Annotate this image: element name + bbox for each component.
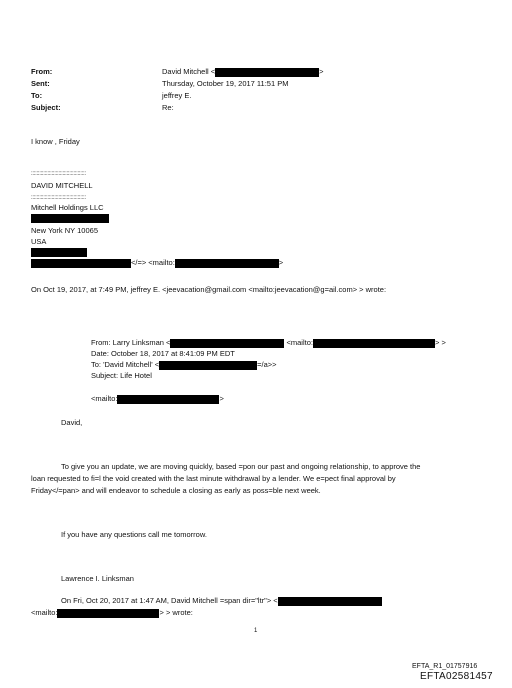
redaction-block [117,395,219,404]
fwd-from-prefix: From: Larry Linksman < [91,338,171,347]
to-value: jeffrey E. [162,91,192,100]
fwd-date-line: Date: October 18, 2017 at 8:41:09 PM EDT [91,349,235,358]
subject-value: Re: [162,103,174,112]
fwd-paragraph-line2: loan requested to fi=l the void created with the last minute withdrawal by a lender. We e=pect final approval by [31,474,396,483]
fwd-mailto-prefix: <mailto: [91,394,118,403]
fwd-to-prefix: To: 'David Mitchell' < [91,360,160,369]
signature-country: USA [31,237,47,246]
signature-redaction-line1 [31,247,87,257]
redaction-block [215,68,319,77]
redaction-block [31,259,131,268]
footer-bates-r1: EFTA_R1_01757916 [412,663,478,670]
redaction-block [278,597,382,606]
fwd-paragraph-2: If you have any questions call me tomorrow. [61,530,207,539]
sent-value: Thursday, October 19, 2017 11:51 PM [162,79,289,88]
redaction-block [31,214,109,223]
reply-text: I know , Friday [31,137,80,146]
fwd-mailto2-line [31,608,193,618]
fwd-mailto2-prefix: <mailto: [31,608,58,617]
redaction-block [175,259,279,268]
fwd-signoff: Lawrence I. Linksman [61,574,134,583]
signature-name: DAVID MITCHELL [31,181,93,190]
from-value [162,67,324,77]
to-label: To: [31,91,43,100]
subject-label: Subject: [31,103,61,112]
signature-address-redaction [31,213,109,223]
sent-label: Sent: [31,79,50,88]
redaction-block [31,248,87,257]
fwd-to-suffix: =/a>> [257,360,277,369]
from-name: David Mitchell < [162,67,216,76]
fwd-greeting: David, [61,418,83,427]
fwd-from-mailto: <mailto: [286,338,313,347]
from-label: From: [31,67,53,76]
signature-mailto-end: > [278,258,284,267]
fwd-mailto-line [91,394,224,404]
fwd-from-line [91,338,446,348]
fwd-mailto2-suffix: > > wrote: [159,608,193,617]
fwd-on-fri-line [61,596,382,606]
redaction-block [313,339,435,348]
fwd-paragraph-line3: Friday</=pan> and will endeavor to schedule a closing as early as poss=ble next week. [31,486,321,495]
footer-bates-efta: EFTA02581457 [420,671,493,682]
redaction-block [170,339,284,348]
quote-intro: On Oct 19, 2017, at 7:49 PM, jeffrey E. <jeevacation@gmail.com <mailto:jeevacation@g=ail.com> > wrote: [31,285,387,294]
fwd-from-suffix: > > [434,338,446,347]
redaction-block [57,609,159,618]
from-bracket: > [319,67,324,76]
fwd-to-line [91,360,277,370]
signature-mailto-line [31,258,283,268]
signature-divider-top: :::::::::::::::::::::::::::::::::::::::: [31,171,86,177]
page-number: 1 [254,628,258,634]
redaction-block [159,361,257,370]
fwd-subject-line: Subject: Life Hotel [91,371,152,380]
signature-city: New York NY 10065 [31,226,98,235]
signature-company: Mitchell Holdings LLC [31,203,104,212]
signature-mailto-text: </=> <mailto: [131,258,175,267]
fwd-mailto-suffix: > [219,394,224,403]
signature-divider-bottom: :::::::::::::::::::::::::::::::::::::::: [31,195,86,201]
fwd-on-fri-prefix: On Fri, Oct 20, 2017 at 1:47 AM, David Mitchell =span dir="ltr"> < [61,596,278,605]
fwd-paragraph-line1: To give you an update, we are moving quickly, based =pon our past and ongoing relationship, to approve the [61,462,421,471]
